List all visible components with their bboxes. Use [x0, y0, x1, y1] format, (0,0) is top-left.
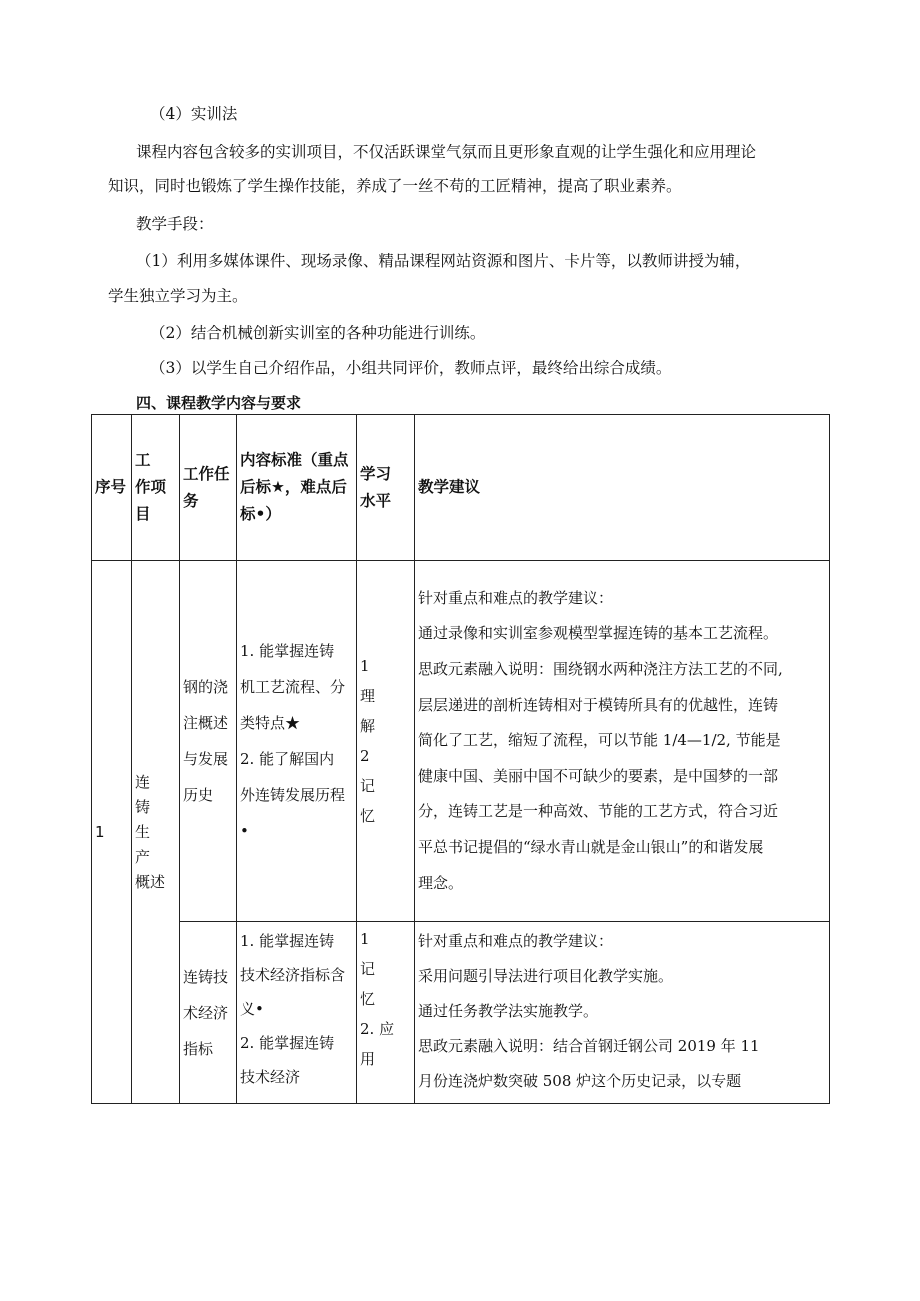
course-content-table [91, 414, 830, 1104]
row-project: 连 铸 生 产 概述 [132, 561, 180, 1104]
means3: （3）以学生自己介绍作品，小组共同评价，教师点评，最终给出综合成绩。 [150, 359, 672, 377]
row-seq: 1 [92, 561, 132, 1104]
row-standard: 1. 能掌握连铸 技术经济指标含 义• 2. 能掌握连铸 技术经济 [237, 922, 357, 1104]
header-task: 工作任 务 [180, 415, 237, 561]
means-title: 教学手段： [136, 215, 214, 233]
row-task: 钢的浇 注概述 与发展 历史 [180, 561, 237, 922]
section-heading: 四、课程教学内容与要求 [136, 394, 302, 412]
row-advice: 针对重点和难点的教学建议： 通过录像和实训室参观模型掌握连铸的基本工艺流程。 思政元素融入说明：围绕钢水两种浇注方法工艺的不同, 层层递进的剖析连铸相对于模铸所具有的优越性，连铸 简化了工艺，缩短了流程，可以节能 1/4—1/2, 节能是 健康中国、美丽中国不可缺少的要素，是中国梦的一部 分，连铸工艺是一种高效、节能的工艺方式，符合习近 平总书记提倡的“绿水青山就是金山银山”的和谐发展 理念。 [415, 561, 830, 922]
table-row [92, 561, 830, 922]
means1-line2: 学生独立学习为主。 [108, 287, 248, 305]
method4-body-line2: 知识，同时也锻炼了学生操作技能，养成了一丝不苟的工匠精神，提高了职业素养。 [108, 177, 682, 195]
header-standard: 内容标准（重点 后标★，难点后 标•） [237, 415, 357, 561]
table-header-row [92, 415, 830, 561]
row-standard: 1. 能掌握连铸 机工艺流程、分 类特点★ 2. 能了解国内 外连铸发展历程 • [237, 561, 357, 922]
header-project: 工 作项 目 [132, 415, 180, 561]
row-task: 连铸技 术经济 指标 [180, 922, 237, 1104]
header-level: 学习 水平 [357, 415, 415, 561]
means1-line1: （1）利用多媒体课件、现场录像、精品课程网站资源和图片、卡片等，以教师讲授为辅， [136, 252, 751, 270]
row-advice: 针对重点和难点的教学建议： 采用问题引导法进行项目化教学实施。 通过任务教学法实施教学。 思政元素融入说明：结合首钢迁钢公司 2019 年 11 月份连浇炉数突破 508 炉这个历史记录，以专题 [415, 922, 830, 1104]
table-row [92, 922, 830, 1104]
row-level: 1 理 解 2 记 忆 [357, 561, 415, 922]
method4-title: （4）实训法 [150, 105, 238, 123]
row-level: 1 记 忆 2. 应 用 [357, 922, 415, 1104]
method4-body-line1: 课程内容包含较多的实训项目，不仅活跃课堂气氛而且更形象直观的让学生强化和应用理论 [136, 143, 757, 161]
header-seq: 序号 [92, 415, 132, 561]
header-advice: 教学建议 [415, 415, 830, 561]
means2: （2）结合机械创新实训室的各种功能进行训练。 [150, 324, 486, 342]
